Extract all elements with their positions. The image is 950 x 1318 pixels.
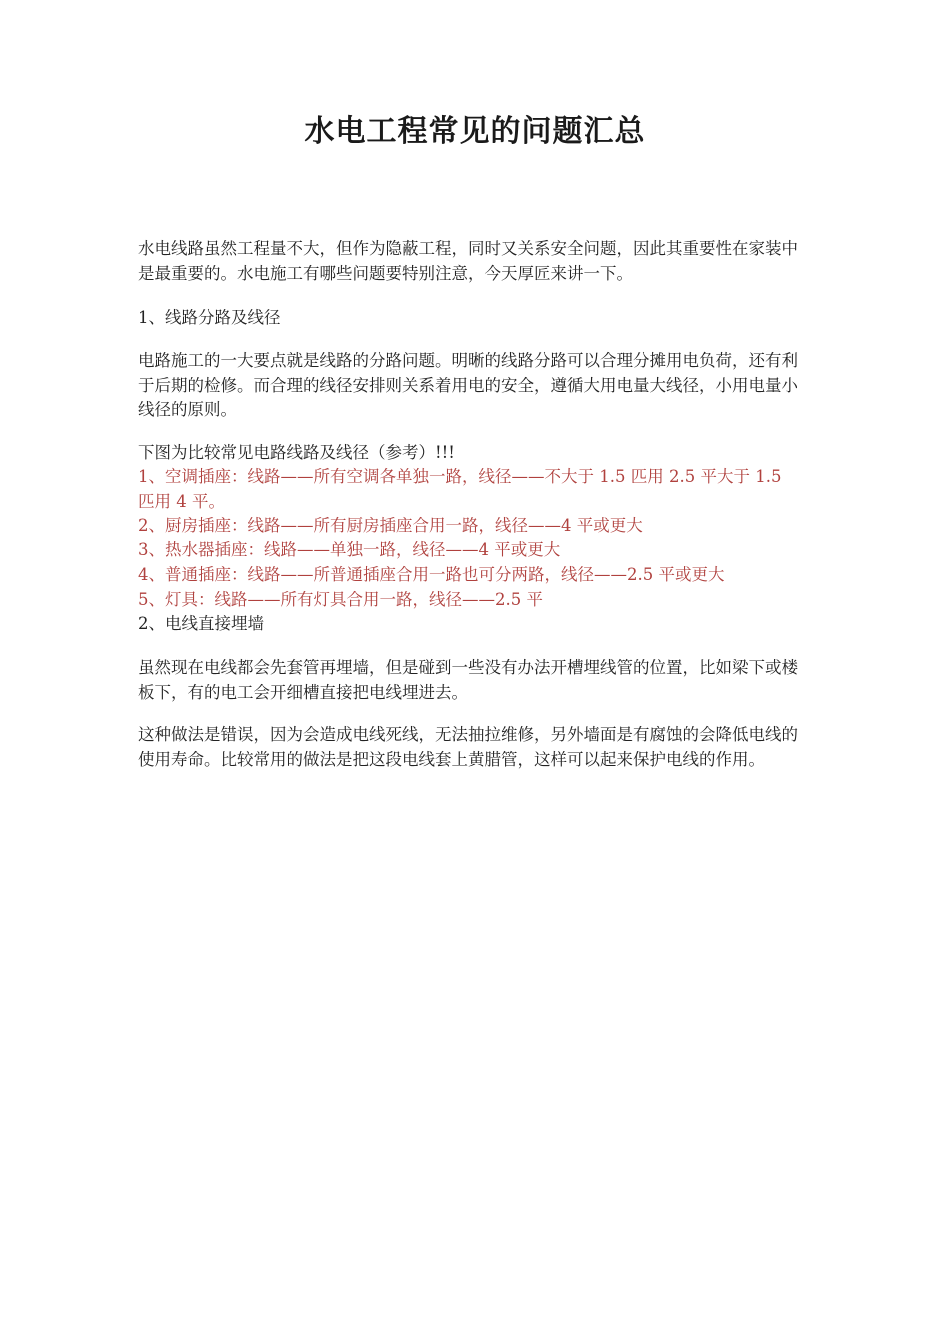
section2-paragraph-1: 虽然现在电线都会先套管再埋墙，但是碰到一些没有办法开槽埋线管的位置，比如梁下或楼板下，有的电工会开细槽直接把电线埋进去。 bbox=[138, 658, 798, 702]
circuit-item: 1、空调插座：线路——所有空调各单独一路，线径——不大于 1.5 匹用 2.5 平大于 1.5 匹用 4 平。 bbox=[138, 467, 782, 511]
section2-paragraph-2: 这种做法是错误，因为会造成电线死线，无法抽拉维修，另外墙面是有腐蚀的会降低电线的使用寿命。比较常用的做法是把这段电线套上黄腊管，这样可以起来保护电线的作用。 bbox=[138, 725, 798, 769]
circuit-item: 3、热水器插座：线路——单独一路，线径——4 平或更大 bbox=[138, 540, 561, 559]
document-title: 水电工程常见的问题汇总 bbox=[304, 114, 646, 149]
circuit-item: 5、灯具：线路——所有灯具合用一路，线径——2.5 平 bbox=[138, 590, 543, 609]
reference-heading: 下图为比较常见电路线路及线径（参考）!!! bbox=[138, 443, 455, 462]
section2-heading: 2、电线直接埋墙 bbox=[138, 614, 264, 633]
circuit-item: 2、厨房插座：线路——所有厨房插座合用一路，线径——4 平或更大 bbox=[138, 516, 643, 535]
intro-paragraph: 水电线路虽然工程量不大，但作为隐蔽工程，同时又关系安全问题，因此其重要性在家装中是最重要的。水电施工有哪些问题要特别注意，今天厚匠来讲一下。 bbox=[138, 239, 798, 283]
section1-heading: 1、线路分路及线径 bbox=[138, 308, 281, 327]
circuit-item: 4、普通插座：线路——所普通插座合用一路也可分两路，线径——2.5 平或更大 bbox=[138, 565, 725, 584]
section1-paragraph: 电路施工的一大要点就是线路的分路问题。明晰的线路分路可以合理分摊用电负荷，还有利于后期的检修。而合理的线径安排则关系着用电的安全，遵循大用电量大线径，小用电量小线径的原则。 bbox=[138, 351, 798, 419]
